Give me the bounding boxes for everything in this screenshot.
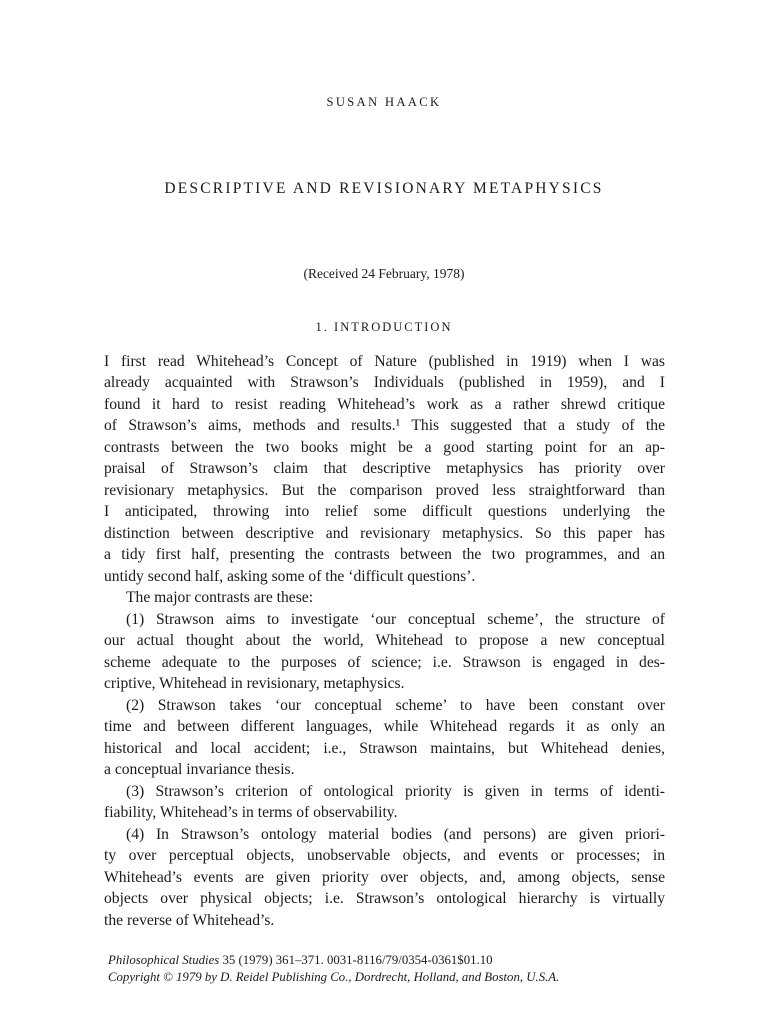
body-line: of Strawson’s aims, methods and results.¹ This suggested that a study of the: [104, 417, 665, 434]
journal-name: Philosophical Studies: [108, 953, 220, 967]
body-line: (3) Strawson’s criterion of ontological priority is given in terms of identi-: [126, 783, 665, 800]
body-line: historical and local accident; i.e., Strawson maintains, but Whitehead denies,: [104, 740, 665, 757]
body-line: already acquainted with Strawson’s Individuals (published in 1959), and I: [104, 374, 665, 391]
body-line: a conceptual invariance thesis.: [104, 761, 295, 778]
body-line: (4) In Strawson’s ontology material bodies (and persons) are given priori-: [126, 826, 665, 843]
body-line: distinction between descriptive and revisionary metaphysics. So this paper has: [104, 525, 665, 542]
body-line: Whitehead’s events are given priority over objects, and, among objects, sense: [104, 869, 665, 886]
received-date: (Received 24 February, 1978): [303, 266, 465, 281]
body-line: I first read Whitehead’s Concept of Nature (published in 1919) when I was: [104, 353, 665, 370]
body-line: revisionary metaphysics. But the comparison proved less straightforward than: [104, 482, 665, 499]
body-line: praisal of Strawson’s claim that descriptive metaphysics has priority over: [104, 460, 665, 477]
journal-citation: [108, 953, 493, 968]
body-line: time and between different languages, while Whitehead regards it as only an: [104, 718, 665, 735]
copyright-line: Copyright © 1979 by D. Reidel Publishing Co., Dordrecht, Holland, and Boston, U.S.A.: [108, 970, 560, 984]
body-line: scheme adequate to the purposes of science; i.e. Strawson is engaged in des-: [104, 654, 665, 671]
body-line: the reverse of Whitehead’s.: [104, 912, 275, 929]
citation-details: 35 (1979) 361–371. 0031-8116/79/0354-0361$01.10: [222, 953, 493, 967]
author-name: SUSAN HAACK: [326, 95, 442, 109]
body-line: The major contrasts are these:: [126, 589, 314, 606]
body-line: found it hard to resist reading Whitehead’s work as a rather shrewd critique: [104, 396, 665, 413]
body-line: ty over perceptual objects, unobservable objects, and events or processes; in: [104, 847, 665, 864]
body-line: our actual thought about the world, Whitehead to propose a new conceptual: [104, 632, 665, 649]
body-line: (1) Strawson aims to investigate ‘our conceptual scheme’, the structure of: [126, 611, 665, 628]
body-line: (2) Strawson takes ‘our conceptual scheme’ to have been constant over: [126, 697, 665, 714]
body-line: objects over physical objects; i.e. Strawson’s ontological hierarchy is virtually: [104, 890, 665, 907]
body-line: criptive, Whitehead in revisionary, metaphysics.: [104, 675, 405, 692]
body-line: I anticipated, throwing into relief some difficult questions underlying the: [104, 503, 665, 520]
paper-title: DESCRIPTIVE AND REVISIONARY METAPHYSICS: [164, 180, 604, 197]
body-line: contrasts between the two books might be a good starting point for an ap-: [104, 439, 665, 456]
body-line: fiability, Whitehead’s in terms of observability.: [104, 804, 398, 821]
section-heading: 1. INTRODUCTION: [315, 320, 453, 334]
body-line: untidy second half, asking some of the ‘difficult questions’.: [104, 568, 476, 585]
body-line: a tidy first half, presenting the contrasts between the two programmes, and an: [104, 546, 665, 563]
